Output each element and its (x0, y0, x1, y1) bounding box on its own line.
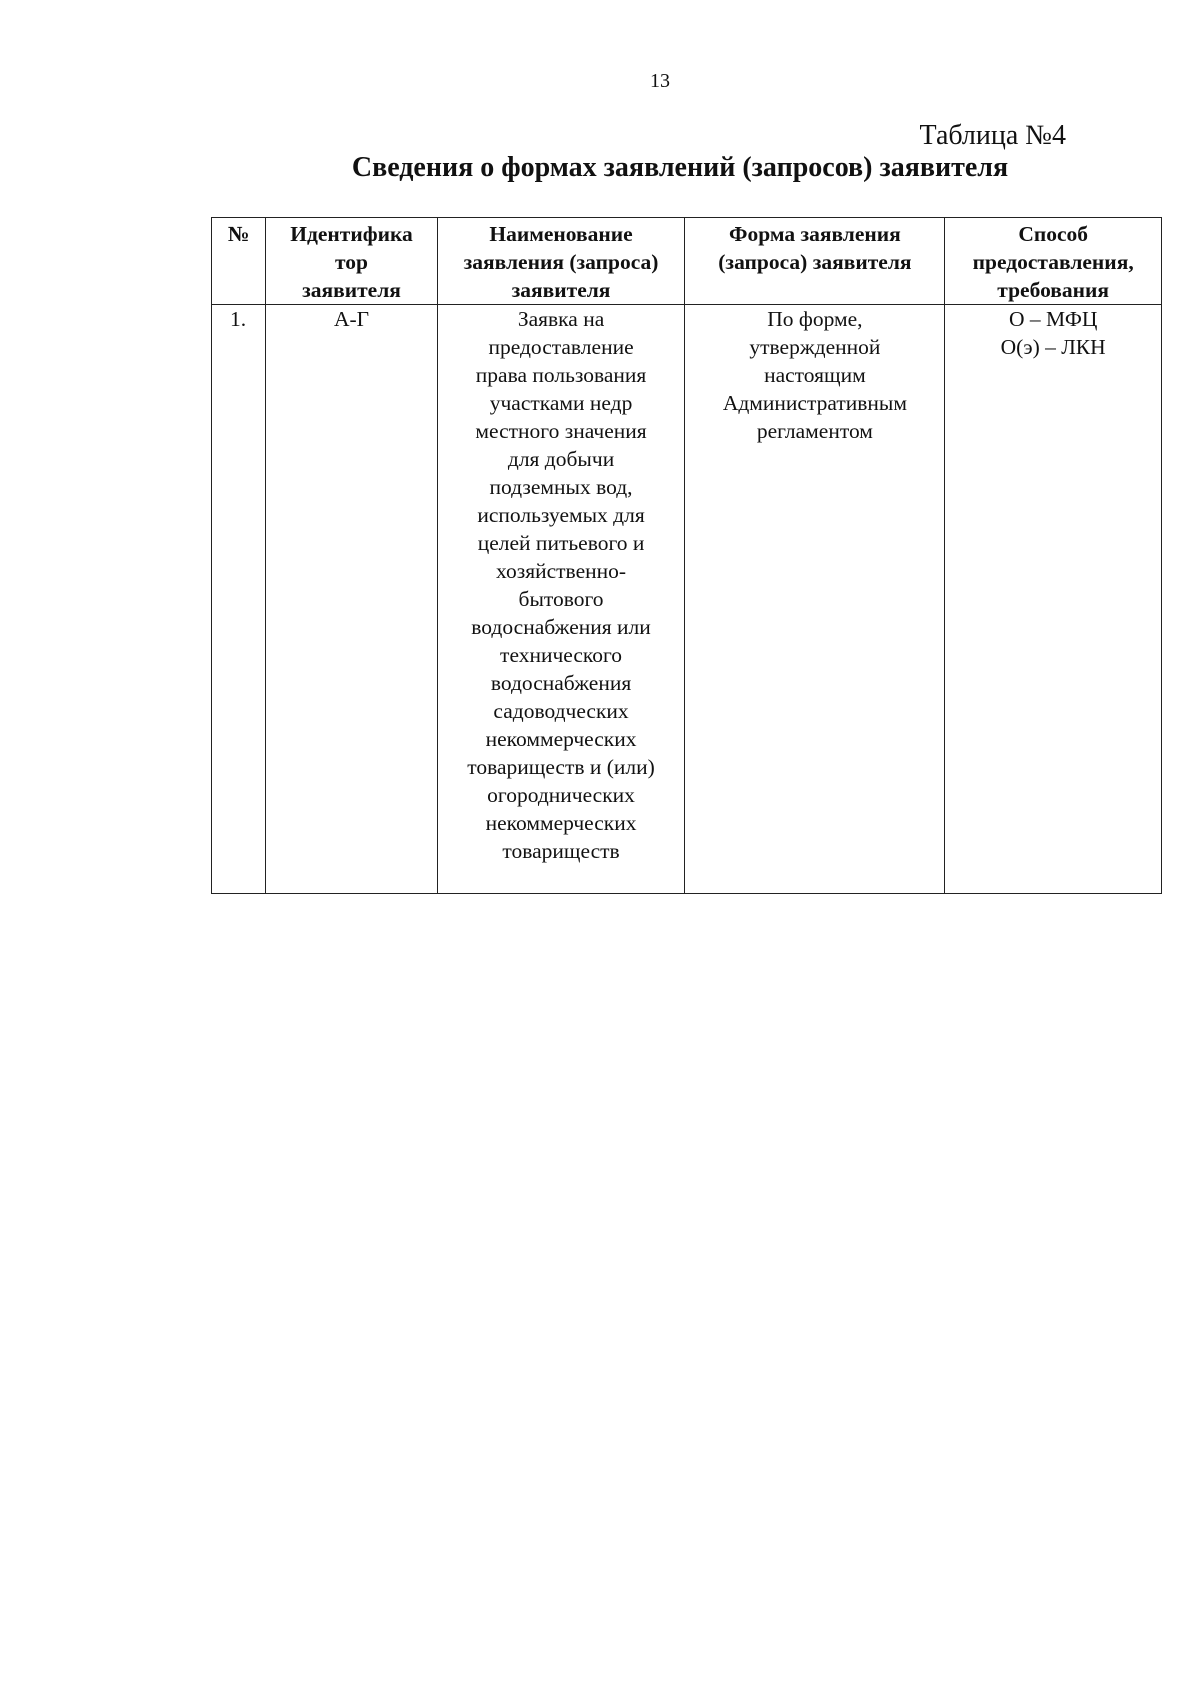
cell-method: О – МФЦ О(э) – ЛКН (945, 305, 1162, 894)
header-number: № (212, 218, 266, 305)
table-label: Таблица №4 (919, 120, 1066, 151)
header-form: Форма заявления (запроса) заявителя (685, 218, 945, 305)
header-name: Наименование заявления (запроса) заявителя (437, 218, 685, 305)
header-identifier: Идентифика тор заявителя (266, 218, 437, 305)
forms-table (211, 217, 1162, 894)
cell-name: Заявка на предоставление права пользования участками недр местного значения для добычи подземных вод, используемых для целей питьевого и хозяйственно- бытового водоснабжения или технического водоснабжения садоводческих некоммерческих товариществ и (или) огороднических некоммерческих товариществ (437, 305, 685, 894)
cell-identifier: А-Г (266, 305, 437, 894)
document-title: Сведения о формах заявлений (запросов) заявителя (351, 152, 1009, 183)
cell-number: 1. (212, 305, 266, 894)
cell-form: По форме, утвержденной настоящим Административным регламентом (685, 305, 945, 894)
header-method: Способ предоставления, требования (945, 218, 1162, 305)
table-row (212, 305, 1162, 894)
page-number: 13 (650, 70, 670, 92)
table-header-row (212, 218, 1162, 305)
